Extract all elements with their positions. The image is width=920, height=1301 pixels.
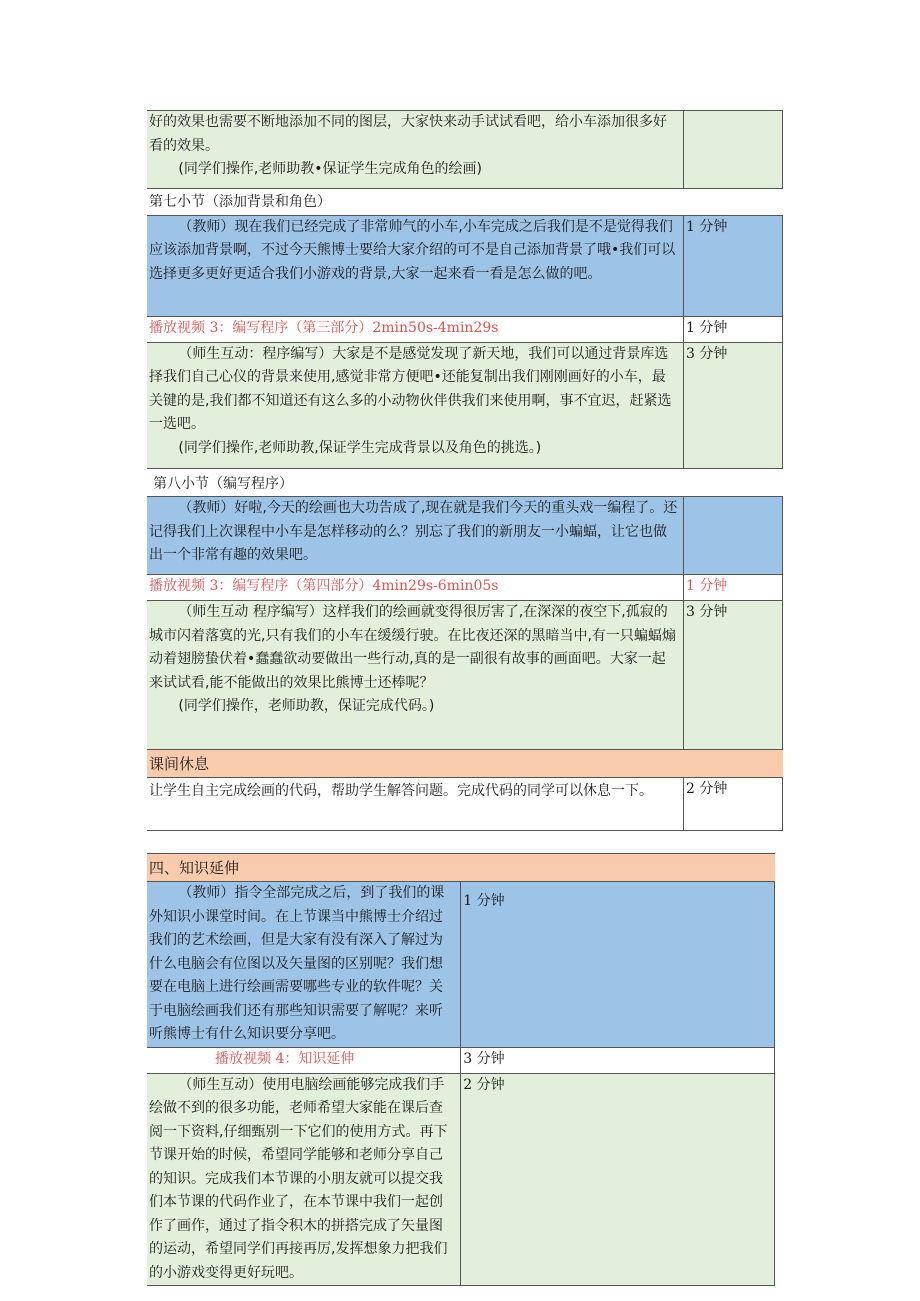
- time-cell: 1 分钟: [684, 215, 783, 316]
- row-content: [147, 1073, 461, 1286]
- time-cell: 3 分钟: [461, 1047, 775, 1073]
- note-text: (同学们操作,老师助教•保证学生完成角色的绘画): [178, 161, 483, 177]
- row-content: [147, 882, 461, 1048]
- table-row: [147, 111, 783, 189]
- section-header-row: [147, 750, 783, 778]
- section-header-row: [147, 854, 775, 882]
- teacher-text: （教师）现在我们已经完成了非常帅气的小车,小车完成之后我们是不是觉得我们应该添加背景啊，不过今天熊博士要给大家介绍的可不是自己添加背景了哦•我们可以选择更多更好更适合我们小游戏的背景,大家一起来看一看是怎么做的吧。: [149, 218, 676, 282]
- video-row: [147, 1047, 775, 1073]
- time-cell: [684, 111, 783, 189]
- time-cell: 3 分钟: [684, 342, 783, 468]
- section-header-row: [147, 468, 783, 497]
- section-8-title: 第八小节（编写程序）: [147, 468, 783, 497]
- time-cell: 2 分钟: [461, 1073, 775, 1286]
- section-4-title: 四、知识延伸: [147, 854, 775, 882]
- lesson-table-part-4: [147, 853, 775, 1286]
- section-7-title: 第七小节（添加背景和角色）: [147, 189, 783, 216]
- video-row: [147, 316, 783, 342]
- video-4-label: 播放视频 4：知识延伸: [147, 1047, 461, 1073]
- teacher-text: （教师）好啦,今天的绘画也大功告成了,现在就是我们今天的重头戏一编程了。还记得我们上次课程中小车是怎样移动的么？别忘了我们的新朋友一小蝙蝠，让它也做出一个非常有趣的效果吧。: [149, 500, 678, 563]
- table-row: [147, 778, 783, 831]
- interaction-text: （师生互动：程序编写）大家是不是感觉发现了新天地，我们可以通过背景库选择我们自己心仪的背景来使用,感觉非常方便吧•还能复制出我们刚刚画好的小车，最关键的是,我们都不知道还有这么多的小动物伙伴供我们来使用啊，事不宜迟，赶紧选一选吧。: [149, 345, 672, 432]
- row-content: [147, 215, 684, 316]
- interaction-text: （师生互动）使用电脑绘画能够完成我们手绘做不到的很多功能，老师希望大家能在课后查阅一下资料,仔细甄别一下它们的使用方式。再下节课开始的时候，希望同学能够和老师分享自己的知识。完成我们本节课的小朋友就可以提交我们本节课的代码作业了，在本节课中我们一起创作了画作，通过了指令积木的拼搭完成了矢量图的运动，希望同学们再接再厉,发挥想象力把我们的小游戏变得更好玩吧。: [149, 1076, 448, 1281]
- table-row: [147, 342, 783, 468]
- table-row: [147, 601, 783, 750]
- video-row: [147, 575, 783, 601]
- note-text: (同学们操作,老师助教,保证学生完成背景以及角色的挑选。): [178, 439, 542, 456]
- table-row: [147, 882, 775, 1048]
- continuation-text: 好的效果也需要不断地添加不同的图层，大家快来动手试试看吧，给小车添加很多好看的效果。: [149, 114, 667, 154]
- time-cell: [684, 497, 783, 575]
- table-row: [147, 215, 783, 316]
- break-title: 课间休息: [147, 750, 783, 778]
- time-cell: 3 分钟: [684, 601, 783, 750]
- row-content: [147, 497, 684, 575]
- teacher-text: （教师）指令全部完成之后，到了我们的课外知识小课堂时间。在上节课当中熊博士介绍过我们的艺术绘画，但是大家有没有深入了解过为什么电脑会有位图以及矢量图的区别呢？我们想要在电脑上进行绘画需要哪些专业的软件呢？关于电脑绘画我们还有那些知识需要了解呢？来听听熊博士有什么知识要分享吧。: [149, 885, 445, 1042]
- video-3-part-4-label: 播放视频 3：编写程序（第四部分）4min29s-6min05s: [147, 575, 684, 601]
- section-header-row: [147, 189, 783, 216]
- table-row: [147, 1073, 775, 1286]
- row-content: [147, 111, 684, 189]
- row-content: [147, 601, 684, 750]
- lesson-table-part-3: [147, 110, 783, 831]
- table-row: [147, 497, 783, 575]
- video-3-part-3-label: 播放视频 3：编写程序（第三部分）2min50s-4min29s: [147, 316, 684, 342]
- time-cell: 1 分钟: [684, 316, 783, 342]
- interaction-text: （师生互动 程序编写）这样我们的绘画就变得很厉害了,在深深的夜空下,孤寂的城市闪着落寞的光,只有我们的小车在缓缓行驶。在比夜还深的黑暗当中,有一只蝙蝠煽动着翅膀蛰伏着•蠢蠢欲动要做出一些行动,真的是一副很有故事的画面吧。大家一起来试试看,能不能做出的效果比熊博士还棒呢？: [149, 604, 676, 691]
- note-text: (同学们操作，老师助教，保证完成代码。): [178, 698, 435, 714]
- time-cell: 1 分钟: [684, 575, 783, 601]
- time-cell: 1 分钟: [461, 882, 775, 1048]
- time-cell: 2 分钟: [684, 778, 783, 831]
- break-text: 让学生自主完成绘画的代码，帮助学生解答问题。完成代码的同学可以休息一下。: [147, 778, 684, 831]
- row-content: [147, 342, 684, 468]
